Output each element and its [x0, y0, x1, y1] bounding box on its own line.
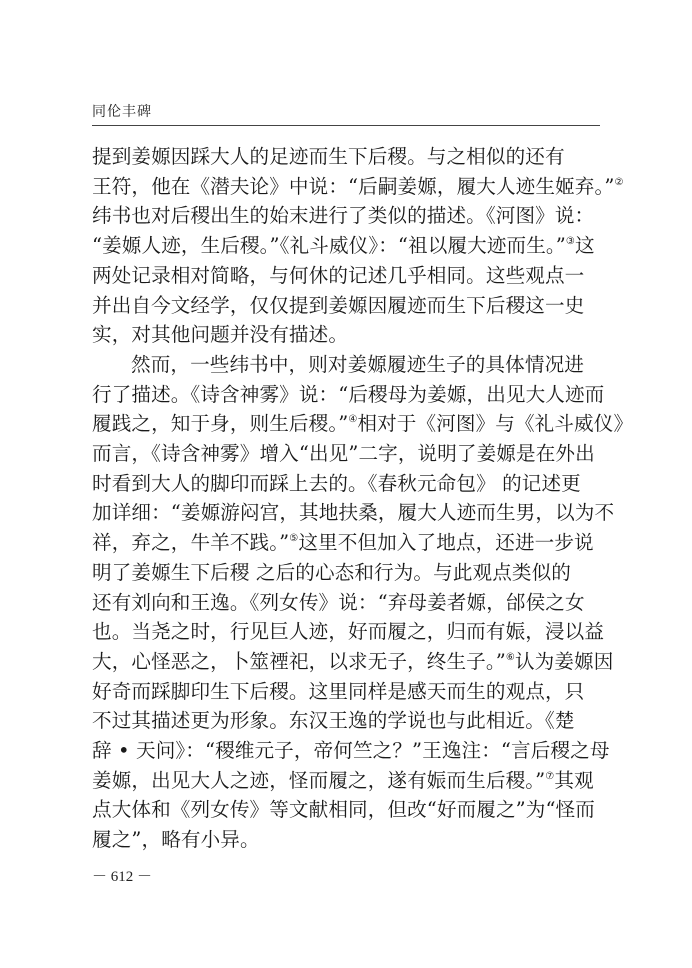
text-line: 点大体和《列女传》等文献相同，但改“好而履之”为“怪而 [92, 798, 595, 822]
text-line: 并出自今文经学，仅仅提到姜嫄因履迹而生下后稷这一史 [92, 293, 585, 317]
footnote-marker: ⑦ [545, 770, 555, 782]
text-line: 辞 • 天问》：“稷维元子，帝何竺之？”王逸注：“言后稷之母 [92, 739, 610, 763]
footnote-marker: ③ [565, 236, 575, 248]
text-line: 不过其描述更为形象。东汉王逸的学说也与此相近。《楚 [92, 709, 575, 733]
footnote-marker: ⑤ [289, 533, 299, 545]
footnote-marker: ⑥ [505, 651, 515, 663]
text-line: 王符，他在《潜夫论》中说：“后嗣姜嫄，履大人迹生姬弃。”② [92, 174, 624, 198]
text-line: 履践之，知于身，则生后稷。”④相对于《河图》与《礼斗威仪》 [92, 412, 634, 436]
text-line: 纬书也对后稷出生的始末进行了类似的描述。《河图》说： [92, 204, 595, 228]
paragraph-2 [92, 350, 634, 855]
footnote-marker: ② [614, 176, 624, 188]
text-line: 大，心怪恶之，卜筮禋祀，以求无子，终生子。”⑥认为姜嫄因 [92, 649, 614, 673]
footnote-marker: ④ [348, 414, 358, 426]
text-line: 加详细：“姜嫄游闷宫，其地扶桑，履大人迹而生男，以为不 [92, 501, 615, 525]
page-number: － 612 － [92, 869, 153, 885]
text-line: 而言，《诗含神雾》增入“出见”二字，说明了姜嫄是在外出 [92, 442, 595, 466]
body-text [92, 142, 634, 855]
text-line: 明了姜嫄生下后稷 之后的心态和行为。与此观点类似的 [92, 560, 571, 584]
text-line: 履之”，略有小异。 [92, 828, 260, 852]
text-line: 还有刘向和王逸。《列女传》说：“弃母姜者嫄，邰侯之女 [92, 590, 585, 614]
paragraph-1 [92, 142, 624, 350]
text-line: 行了描述。《诗含神雾》说：“后稷母为姜嫄，出见大人迹而 [92, 382, 605, 406]
text-line: 实，对其他问题并没有描述。 [92, 323, 349, 347]
text-line: 祥，弃之，牛羊不践。”⑤这里不但加入了地点，还进一步说 [92, 531, 594, 555]
text-line: “姜嫄人迹，生后稷。”《礼斗威仪》：“祖以履大迹而生。”③这 [92, 234, 595, 258]
running-head: 同伦丰碑 [92, 104, 152, 120]
header-rule [92, 125, 600, 126]
text-line: 提到姜嫄因踩大人的足迹而生下后稷。与之相似的还有 [92, 145, 565, 168]
text-line: 也。当尧之时，行见巨人迹，好而履之，归而有娠，浸以益 [92, 620, 605, 644]
text-line: 姜嫄，出见大人之迹，怪而履之，遂有娠而生后稷。”⑦其观 [92, 768, 594, 792]
text-line: 然而，一些纬书中，则对姜嫄履迹生子的具体情况进 [131, 352, 584, 376]
text-line: 好奇而踩脚印生下后稷。这里同样是感天而生的观点，只 [92, 679, 585, 703]
text-line: 两处记录相对简略，与何休的记述几乎相同。这些观点一 [92, 263, 585, 287]
text-line: 时看到大人的脚印而踩上去的。《春秋元命包》 的记述更 [92, 471, 581, 495]
